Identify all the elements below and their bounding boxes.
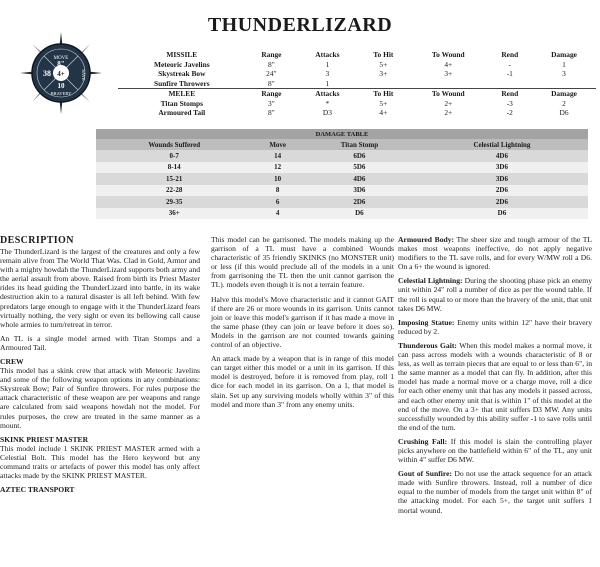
damage-header-cell: Move	[252, 139, 302, 150]
damage-row	[96, 150, 588, 162]
weapon-cell: D3	[322, 108, 332, 117]
damage-cell: 29-35	[96, 196, 252, 208]
weapon-header-cell: Attacks	[315, 89, 340, 98]
rules-column-right	[398, 235, 592, 520]
weapon-header-cell: To Hit	[373, 89, 394, 98]
weapon-cell: 2	[562, 98, 566, 108]
damage-cell: 0-7	[96, 150, 252, 162]
damage-header-cell: Titan Stomp	[303, 139, 416, 150]
priest-heading: SKINK PRIEST MASTER	[0, 434, 89, 444]
weapon-cell: 3+	[444, 69, 453, 78]
weapon-cell	[532, 79, 596, 89]
damage-row	[96, 162, 588, 174]
weapon-cell: 4+	[379, 108, 388, 117]
weapon-cell: 1	[325, 59, 330, 69]
weapon-header-cell: Rend	[501, 50, 519, 59]
ability-heading: Thunderous Gait:	[398, 340, 457, 350]
ability-imposing-statue	[398, 318, 592, 336]
weapon-table	[118, 50, 596, 118]
weapon-header-cell: Damage	[551, 50, 577, 59]
ability-text: If this model is slain the controlling player picks anywhere on the battlefield within 6" of the TL, any unit within 4" suffer D6 MW.	[398, 436, 593, 465]
ability-armoured-body	[398, 235, 592, 271]
weapon-cell: *	[325, 98, 330, 108]
damage-cell: 15-21	[96, 173, 252, 185]
damage-cell: 12	[252, 162, 302, 174]
damage-header-row	[96, 139, 588, 150]
weapon-cell: 24"	[266, 69, 277, 78]
weapon-cell: Meteoric Javelins	[153, 59, 210, 69]
move-label: MOVE	[53, 56, 69, 61]
weapon-cell: 2+	[444, 98, 453, 108]
weapon-cell: 1	[325, 78, 330, 88]
damage-cell: 5D6	[303, 162, 416, 174]
ability-text: When this model makes a normal move, it can pass across models with a wounds characteristic of 8 or less, as well as terrain pieces that are equal to or less than 6", in the same manner as a model that can fly. In addition, after this model has made a normal move or a charge move, roll a dice for each other enemy unit that has any models it passed across, and each other enemy unit that is within 1" of this model at the end of the move. On a 3+ that unit suffers D3 MW. Any units successfully wounded by this ability suffer -1 to save rolls until the end of the turn.	[398, 340, 593, 432]
ability-text: The sheer size and tough armour of the TL makes most weapons ineffective, do not apply negative modifiers to the TL save rolls, and for every W/MW roll a D6. On a 6+ the wound is ignored.	[398, 235, 593, 272]
damage-row	[96, 173, 588, 185]
damage-cell: 4D6	[416, 150, 588, 162]
weapon-cell: 3+	[379, 69, 388, 78]
damage-cell: D6	[303, 208, 416, 220]
weapon-header-cell: Damage	[551, 89, 577, 98]
crew-text: This model has a skink crew that attack with Meteoric Javelins and some of the following weapon options in any combinations: Skystreak Bow; Pair of Sunfire throwers. For rules purpose the attack characteristic of these weapon are per weapons and range are calculated from said weapons howdah not the model. For rules purposes, the crew are treated in the same manner as a mount.	[0, 366, 200, 430]
weapon-cell: Titan Stomps	[160, 98, 203, 108]
ability-heading: Celestial Lightning:	[398, 276, 463, 286]
damage-cell: 2D6	[303, 196, 416, 208]
ability-gout-of-sunfire	[398, 469, 592, 514]
damage-header-cell: Wounds Suffered	[96, 139, 252, 150]
crew-heading: CREW	[0, 357, 24, 367]
stat-compass-badge	[20, 32, 102, 114]
weapon-cell: 3"	[268, 98, 275, 108]
weapon-header-cell: To Hit	[373, 50, 394, 59]
damage-table-caption: DAMAGE TABLE	[96, 129, 588, 139]
weapon-header-cell: To Wound	[431, 89, 465, 98]
weapon-row	[118, 79, 596, 89]
damage-cell: 6D6	[303, 150, 416, 162]
weapon-header-cell: Rend	[501, 89, 519, 98]
damage-row	[96, 208, 588, 220]
priest-text: This model include 1 SKINK PRIEST MASTER armed with a Celestial Bolt. This model has the Hero keyword but any command traits or artefacts of power this model has only affect attacks made by the SKINK PRIEST MASTER.	[0, 443, 200, 480]
ability-heading: Armoured Body:	[398, 235, 455, 244]
ability-text: Do not use the attack sequence for an attack made with Sunfire throwers. Instead, roll a number of dice equal to the number of models from the target unit within 8" of the attacking model. For each 5+, the target unit suffers 1 mortal wound.	[398, 469, 592, 515]
description-heading: DESCRIPTION	[0, 235, 74, 246]
weapon-cell	[358, 79, 409, 89]
transport-heading: AZTEC TRANSPORT	[0, 485, 75, 495]
weapon-cell: Armoured Tail	[158, 108, 206, 117]
weapon-row	[118, 108, 596, 118]
page-title: THUNDERLIZARD	[207, 14, 393, 36]
weapon-cell: -	[508, 59, 511, 69]
ability-crushing-fall	[398, 437, 592, 464]
bravery-value: 10	[57, 82, 65, 90]
weapon-header-cell: Range	[261, 89, 282, 98]
damage-cell: 22-28	[96, 185, 252, 197]
damage-cell: D6	[416, 208, 588, 220]
melee-header-row	[118, 89, 596, 99]
damage-cell: 2D6	[416, 185, 588, 197]
damage-cell: 3D6	[416, 173, 588, 185]
weapon-row	[118, 69, 596, 79]
garrison-text: This model can be garrisoned. The models making up the garrison of a TL must have a combined Wounds characteristic of 35 friendly SKINKS (no MONSTER unit) or less (if this would preclude all of the models in a unit from garrisoning the TL then the unit cannot garrison the TL). models even though it is not a terrain feature.	[211, 235, 394, 290]
damage-cell: 6	[252, 196, 302, 208]
weapon-header-cell: To Wound	[431, 50, 465, 59]
damage-cell: 8	[252, 185, 302, 197]
damage-cell: 2D6	[416, 196, 588, 208]
weapon-cell: 5+	[379, 98, 388, 108]
damage-cell: 3D6	[416, 162, 588, 174]
weapon-row	[118, 60, 596, 70]
weapon-header-cell: MELEE	[168, 89, 196, 98]
ability-thunderous-gait	[398, 341, 592, 432]
garrison-move-text: Halve this model's Move characteristic and it cannot GAIT if there are 26 or more wounds in its garrison. Units cannot join or leave this model's garrison if it has made a move in the same phase (they can join or leave before it does so). Models in the garrison are not counted towards gaining control of an objective.	[211, 294, 394, 350]
damage-cell: 10	[252, 173, 302, 185]
wounds-value: 38	[43, 69, 51, 78]
weapon-cell: 8"	[268, 78, 275, 88]
damage-cell: 4D6	[303, 173, 416, 185]
ability-heading: Gout of Sunfire:	[398, 469, 452, 479]
weapon-cell: 3	[325, 69, 330, 78]
rules-column-middle	[211, 235, 394, 414]
rules-column-left	[0, 235, 200, 494]
weapon-cell: D6	[559, 108, 569, 117]
damage-row	[96, 196, 588, 208]
save-label: SAVE	[81, 69, 86, 81]
ability-text: Enemy units within 12" have their bravery reduced by 2.	[398, 317, 592, 336]
armament-text: An TL is a single model armed with Titan Stomps and a Armoured Tail.	[0, 333, 200, 352]
save-value: 4+	[57, 70, 65, 78]
garrison-attack-text: An attack made by a weapon that is in range of this model can target either this model or a unit in its garrison. If this model is destroyed, before it is removed from play, roll 1 dice for each model in its garrison. On a 1, that model is slain. Set up any surviving models wholly within 3" of this model and more than 3" from any enemy units.	[211, 354, 394, 409]
weapon-cell: 2+	[444, 108, 453, 117]
weapon-header-cell: MISSILE	[166, 50, 198, 59]
ability-text: During the shooting phase pick an enemy unit within 24" roll a number of dice as per the wound table. If the roll is equal to or more than the bravery of the unit, that unit takes D6 MW.	[398, 276, 592, 313]
weapon-cell: 4+	[444, 59, 453, 69]
move-value: 8"	[57, 60, 65, 68]
weapon-cell: 8"	[268, 59, 275, 69]
weapon-row	[118, 99, 596, 109]
damage-cell: 4	[252, 208, 302, 220]
weapon-cell	[487, 79, 532, 89]
weapon-cell: -2	[506, 108, 513, 117]
description-text: The ThunderLizard is the largest of the creatures and only a few remain alive from The World That Was. Clad in Gold, Armor and with a mighty howdah the ThunderLizard supports both army and the aerial assault from above. Raised from birth its Priest Master rides its head guiding the ThunderLizard into battle, in its wake destruction akin to a natural disaster is all left behind. With few predators large enough to engage with it the ThunderLizard fears virtually nothing, the very sight or even its bellowing call cause whole armies to turn/retreat in terror.	[0, 247, 200, 329]
missile-header-row	[118, 50, 596, 60]
weapon-cell: 5+	[379, 59, 388, 69]
damage-cell: 36+	[96, 208, 252, 220]
ability-celestial-lightning	[398, 276, 592, 312]
bravery-label: BRAVERY	[50, 91, 72, 96]
weapon-cell: Skystreak Bow	[158, 69, 206, 78]
damage-cell: 14	[252, 150, 302, 162]
weapon-cell: 8"	[268, 108, 275, 117]
damage-cell: 8-14	[96, 162, 252, 174]
weapon-cell: Sunfire Throwers	[153, 78, 210, 88]
weapon-header-cell: Attacks	[315, 50, 340, 59]
weapon-cell: 3	[562, 69, 566, 78]
damage-cell: 3D6	[303, 185, 416, 197]
ability-heading: Crushing Fall:	[398, 436, 448, 446]
ability-heading: Imposing Statue:	[398, 317, 455, 327]
weapon-cell: -3	[506, 98, 513, 108]
damage-table	[96, 129, 588, 219]
weapon-cell	[409, 79, 487, 89]
weapon-cell: 1	[562, 59, 566, 69]
damage-header-cell: Celestial Lightning	[416, 139, 588, 150]
weapon-cell: -1	[506, 69, 513, 78]
damage-row	[96, 185, 588, 197]
weapon-header-cell: Range	[261, 50, 282, 59]
